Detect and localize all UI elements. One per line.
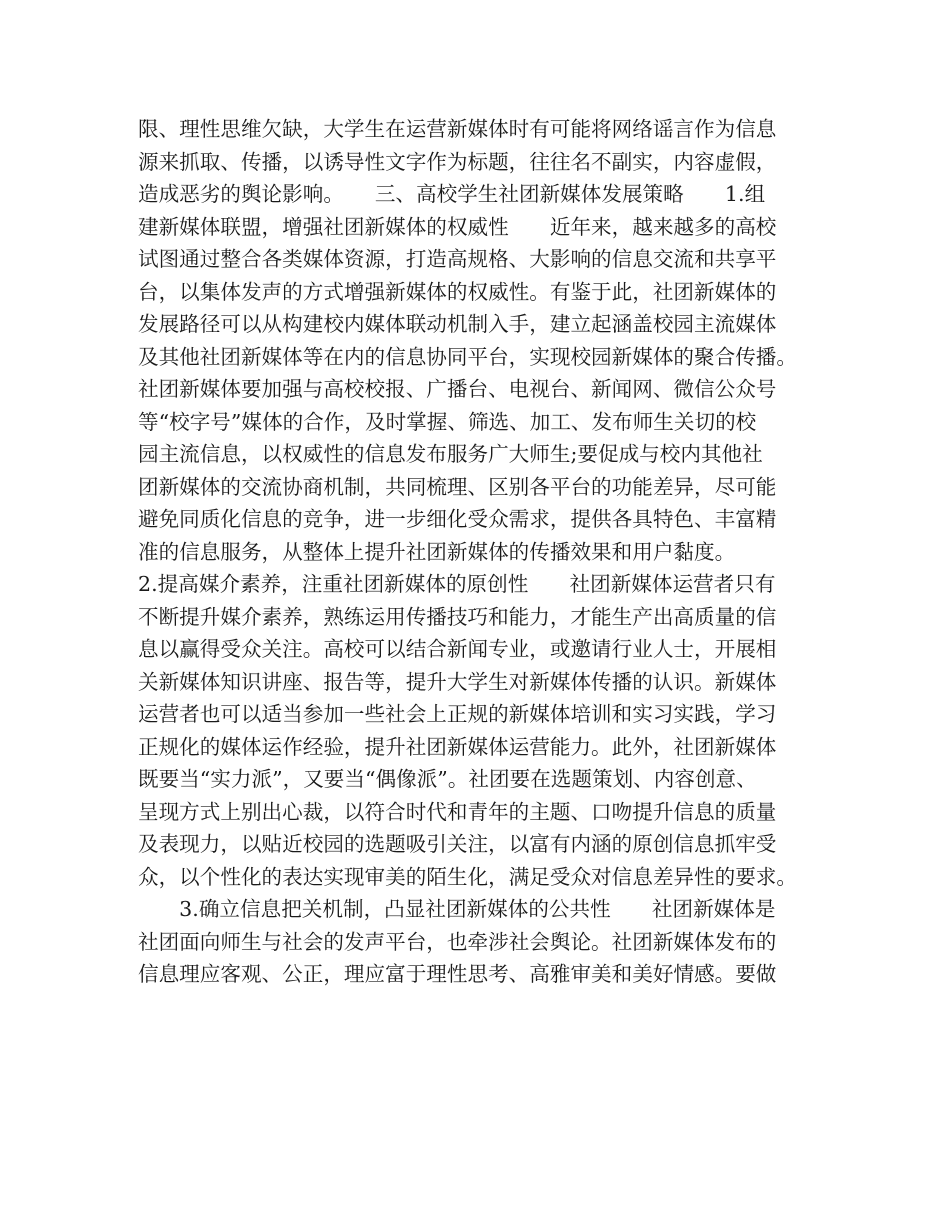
text-line: 2.提高媒介素养，注重社团新媒体的原创性 社团新媒体运营者只有 <box>138 572 776 596</box>
text-line: 呈现方式上别出心裁，以符合时代和青年的主题、口吻提升信息的质量 <box>138 799 777 824</box>
text-line: 准的信息服务，从整体上提升社团新媒体的传播效果和用户黏度。 <box>138 539 736 564</box>
text-line: 试图通过整合各类媒体资源，打造高规格、大影响的信息交流和共享平 <box>138 247 777 271</box>
text-line: 运营者也可以适当参加一些社会上正规的新媒体培训和实习实践，学习 <box>138 702 777 726</box>
body-text <box>138 113 828 991</box>
text-line: 社团新媒体要加强与高校校报、广播台、电视台、新闻网、微信公众号 <box>138 377 777 401</box>
text-line: 不断提升媒介素养，熟练运用传播技巧和能力，才能生产出高质量的信 <box>138 604 777 629</box>
text-line: 团新媒体的交流协商机制，共同梳理、区别各平台的功能差异，尽可能 <box>138 474 777 499</box>
text-line: 源来抓取、传播，以诱导性文字作为标题，往往名不副实，内容虚假， <box>138 149 777 174</box>
text-line: 建新媒体联盟，增强社团新媒体的权威性 近年来，越来越多的高校 <box>138 214 777 239</box>
text-line: 发展路径可以从构建校内媒体联动机制入手，建立起涵盖校园主流媒体 <box>138 312 777 336</box>
text-line: 正规化的媒体运作经验，提升社团新媒体运营能力。此外，社团新媒体 <box>138 734 777 759</box>
text-line: 3.确立信息把关机制，凸显社团新媒体的公共性 社团新媒体是 <box>138 897 776 921</box>
text-line: 关新媒体知识讲座、报告等，提升大学生对新媒体传播的认识。新媒体 <box>138 669 777 694</box>
text-line: 及其他社团新媒体等在内的信息协同平台，实现校园新媒体的聚合传播。 <box>138 344 797 369</box>
text-line: 及表现力，以贴近校园的选题吸引关注，以富有内涵的原创信息抓牢受 <box>138 832 777 856</box>
text-line: 息以赢得受众关注。高校可以结合新闻专业，或邀请行业人士，开展相 <box>138 637 777 661</box>
text-line: 信息理应客观、公正，理应富于理性思考、高雅审美和美好情感。要做 <box>138 962 777 986</box>
text-line: 台，以集体发声的方式增强新媒体的权威性。有鉴于此，社团新媒体的 <box>138 279 777 304</box>
text-line: 既要当“实力派”，又要当“偶像派”。社团要在选题策划、内容创意、 <box>138 767 757 791</box>
text-line: 社团面向师生与社会的发声平台，也牵涉社会舆论。社团新媒体发布的 <box>138 929 777 954</box>
text-line: 避免同质化信息的竞争，进一步细化受众需求，提供各具特色、丰富精 <box>138 507 777 531</box>
text-line: 造成恶劣的舆论影响。 三、高校学生社团新媒体发展策略 1.组 <box>138 182 766 206</box>
text-line: 等“校字号”媒体的合作，及时掌握、筛选、加工、发布师生关切的校 <box>138 409 757 434</box>
text-line: 限、理性思维欠缺，大学生在运营新媒体时有可能将网络谣言作为信息 <box>138 117 777 141</box>
text-line: 众，以个性化的表达实现审美的陌生化，满足受众对信息差异性的要求。 <box>138 864 797 889</box>
text-line: 园主流信息，以权威性的信息发布服务广大师生;要促成与校内其他社 <box>138 442 763 466</box>
